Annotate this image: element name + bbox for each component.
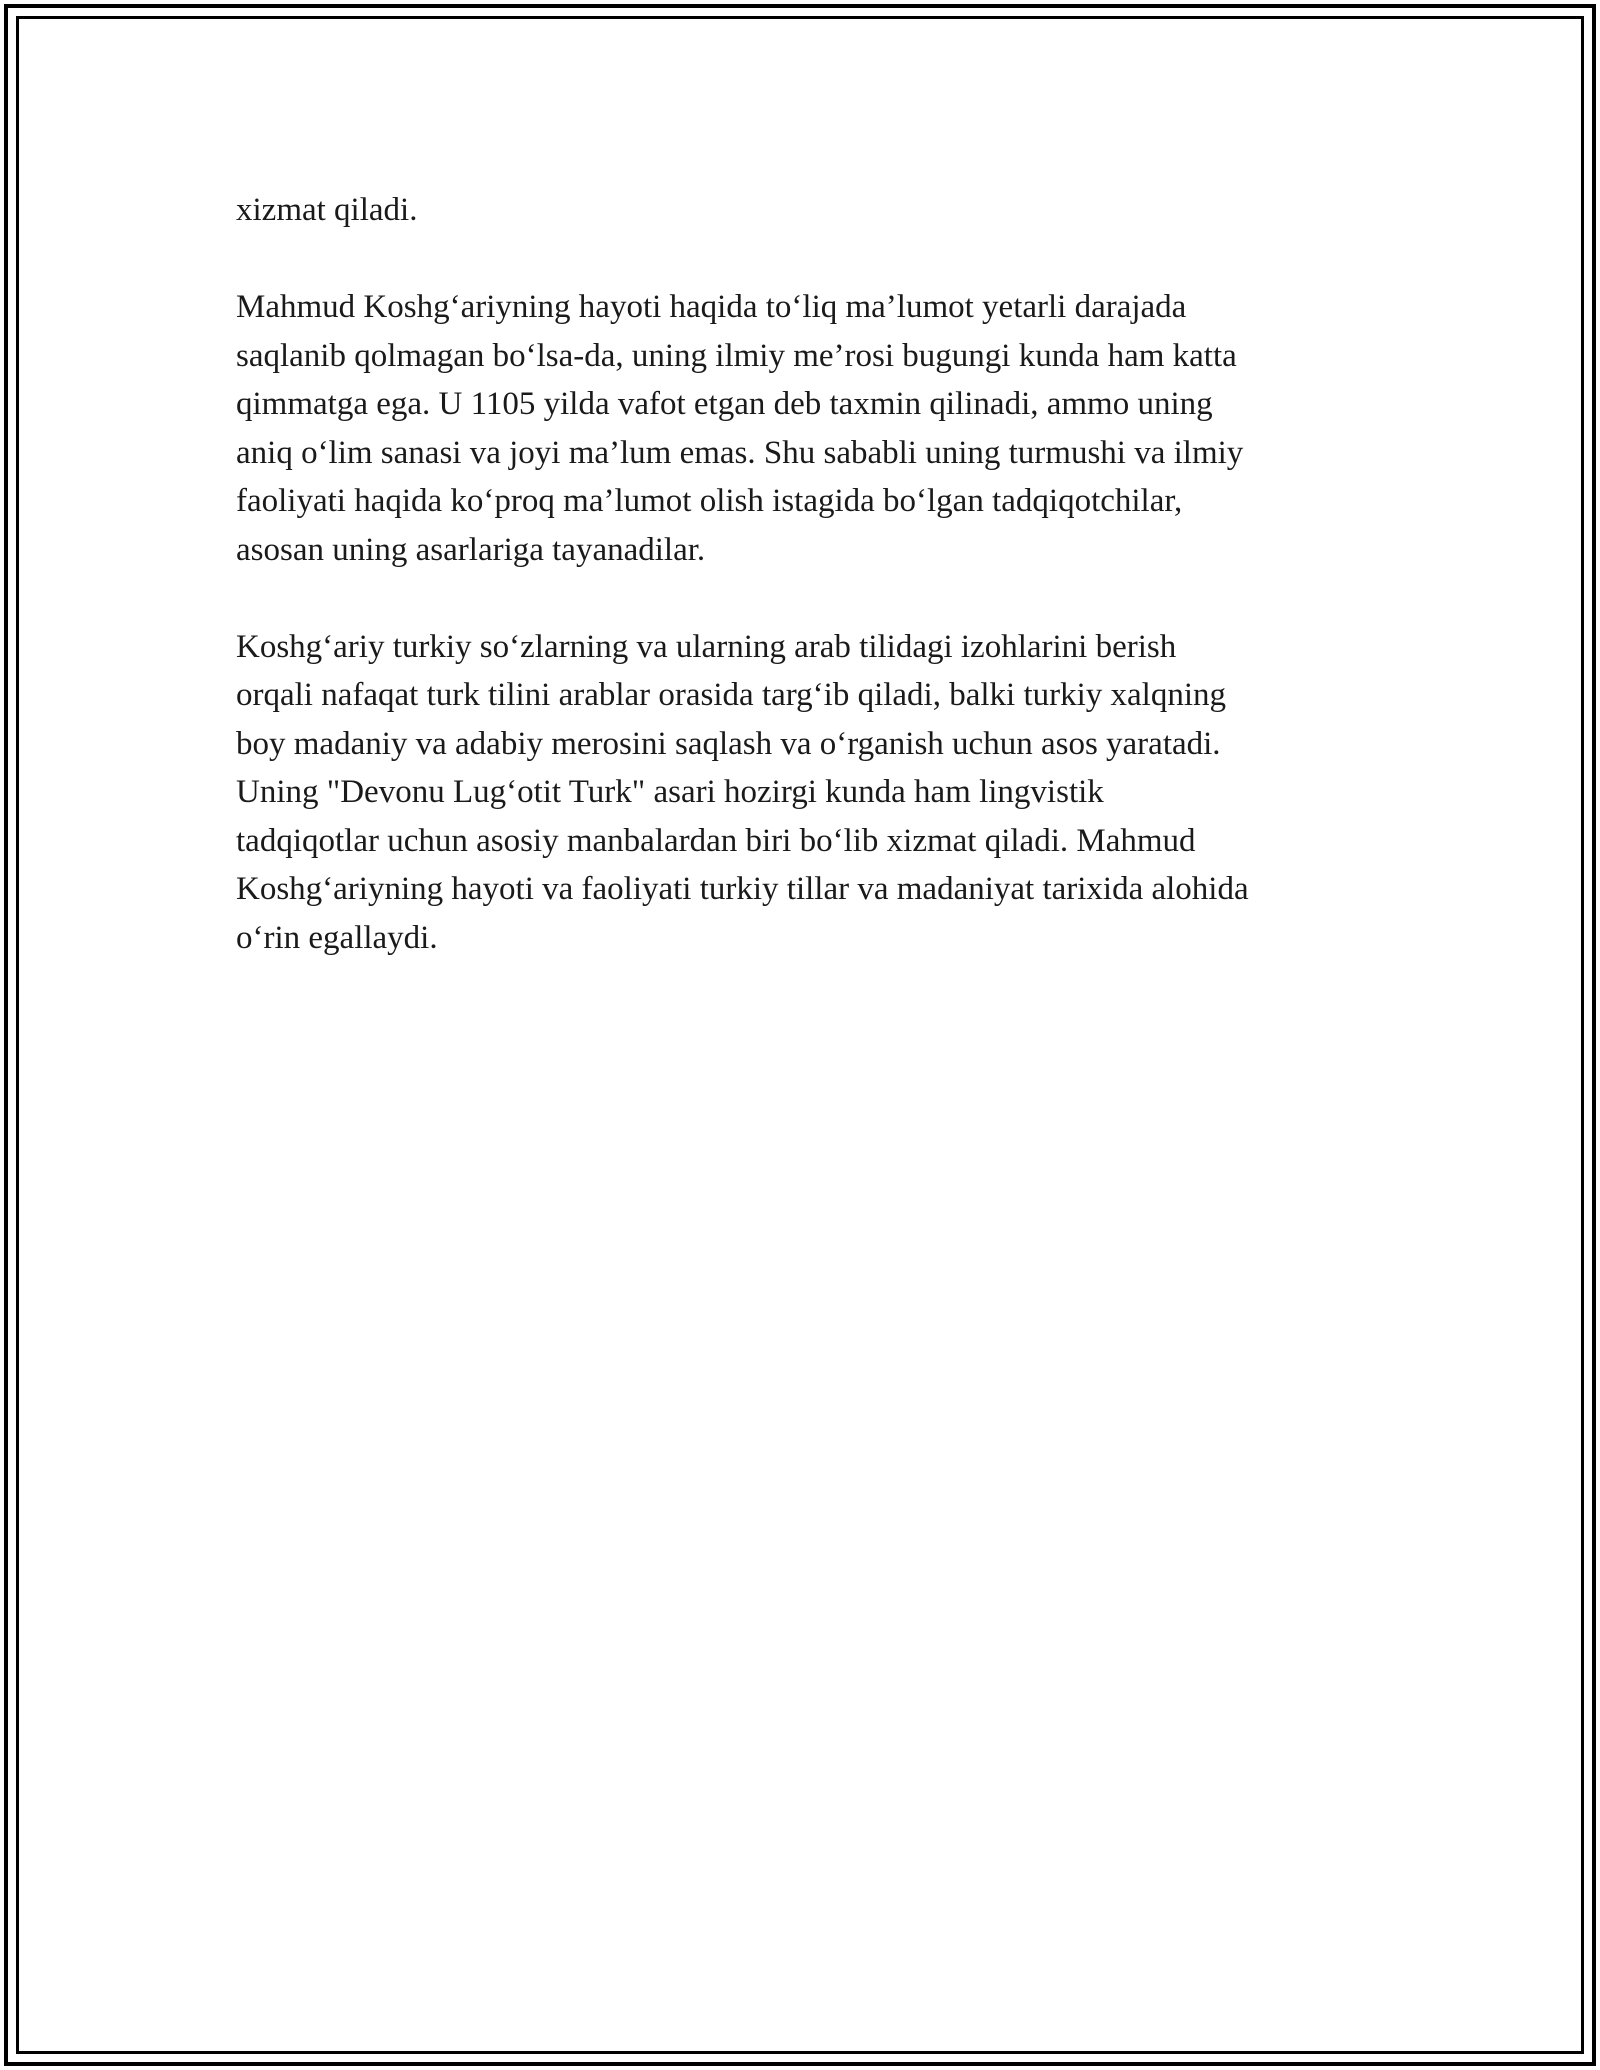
- paragraph-legacy: Koshg‘ariy turkiy so‘zlarning va ularning arab tilidagi izohlarini berish orqali nafaqat turk tilini arablar orasida targ‘ib qiladi, balki turkiy xalqning boy madaniy va adabiy merosini saqlash va o‘rganish uchun asos yaratadi. Uning "Devonu Lug‘otit Turk" asari hozirgi kunda ham lingvistik tadqiqotlar uchun asosiy manbalardan biri bo‘lib xizmat qiladi. Mahmud Koshg‘ariyning hayoti va faoliyati turkiy tillar va madaniyat tarixida alohida o‘rin egallaydi.: [236, 628, 1249, 956]
- paragraph-biography: Mahmud Koshg‘ariyning hayoti haqida to‘liq ma’lumot yetarli darajada saqlanib qolmagan bo‘lsa-da, uning ilmiy me’rosi bugungi kunda ham katta qimmatga ega. U 1105 yilda vafot etgan deb taxmin qilinadi, ammo uning aniq o‘lim sanasi va joyi ma’lum emas. Shu sababli uning turmushi va ilmiy faoliyati haqida ko‘proq ma’lumot olish istagida bo‘lgan tadqiqotchilar, asosan uning asarlariga tayanadilar.: [236, 289, 1244, 568]
- document-body: [236, 186, 1376, 1011]
- paragraph-continuation: xizmat qiladi.: [236, 192, 418, 228]
